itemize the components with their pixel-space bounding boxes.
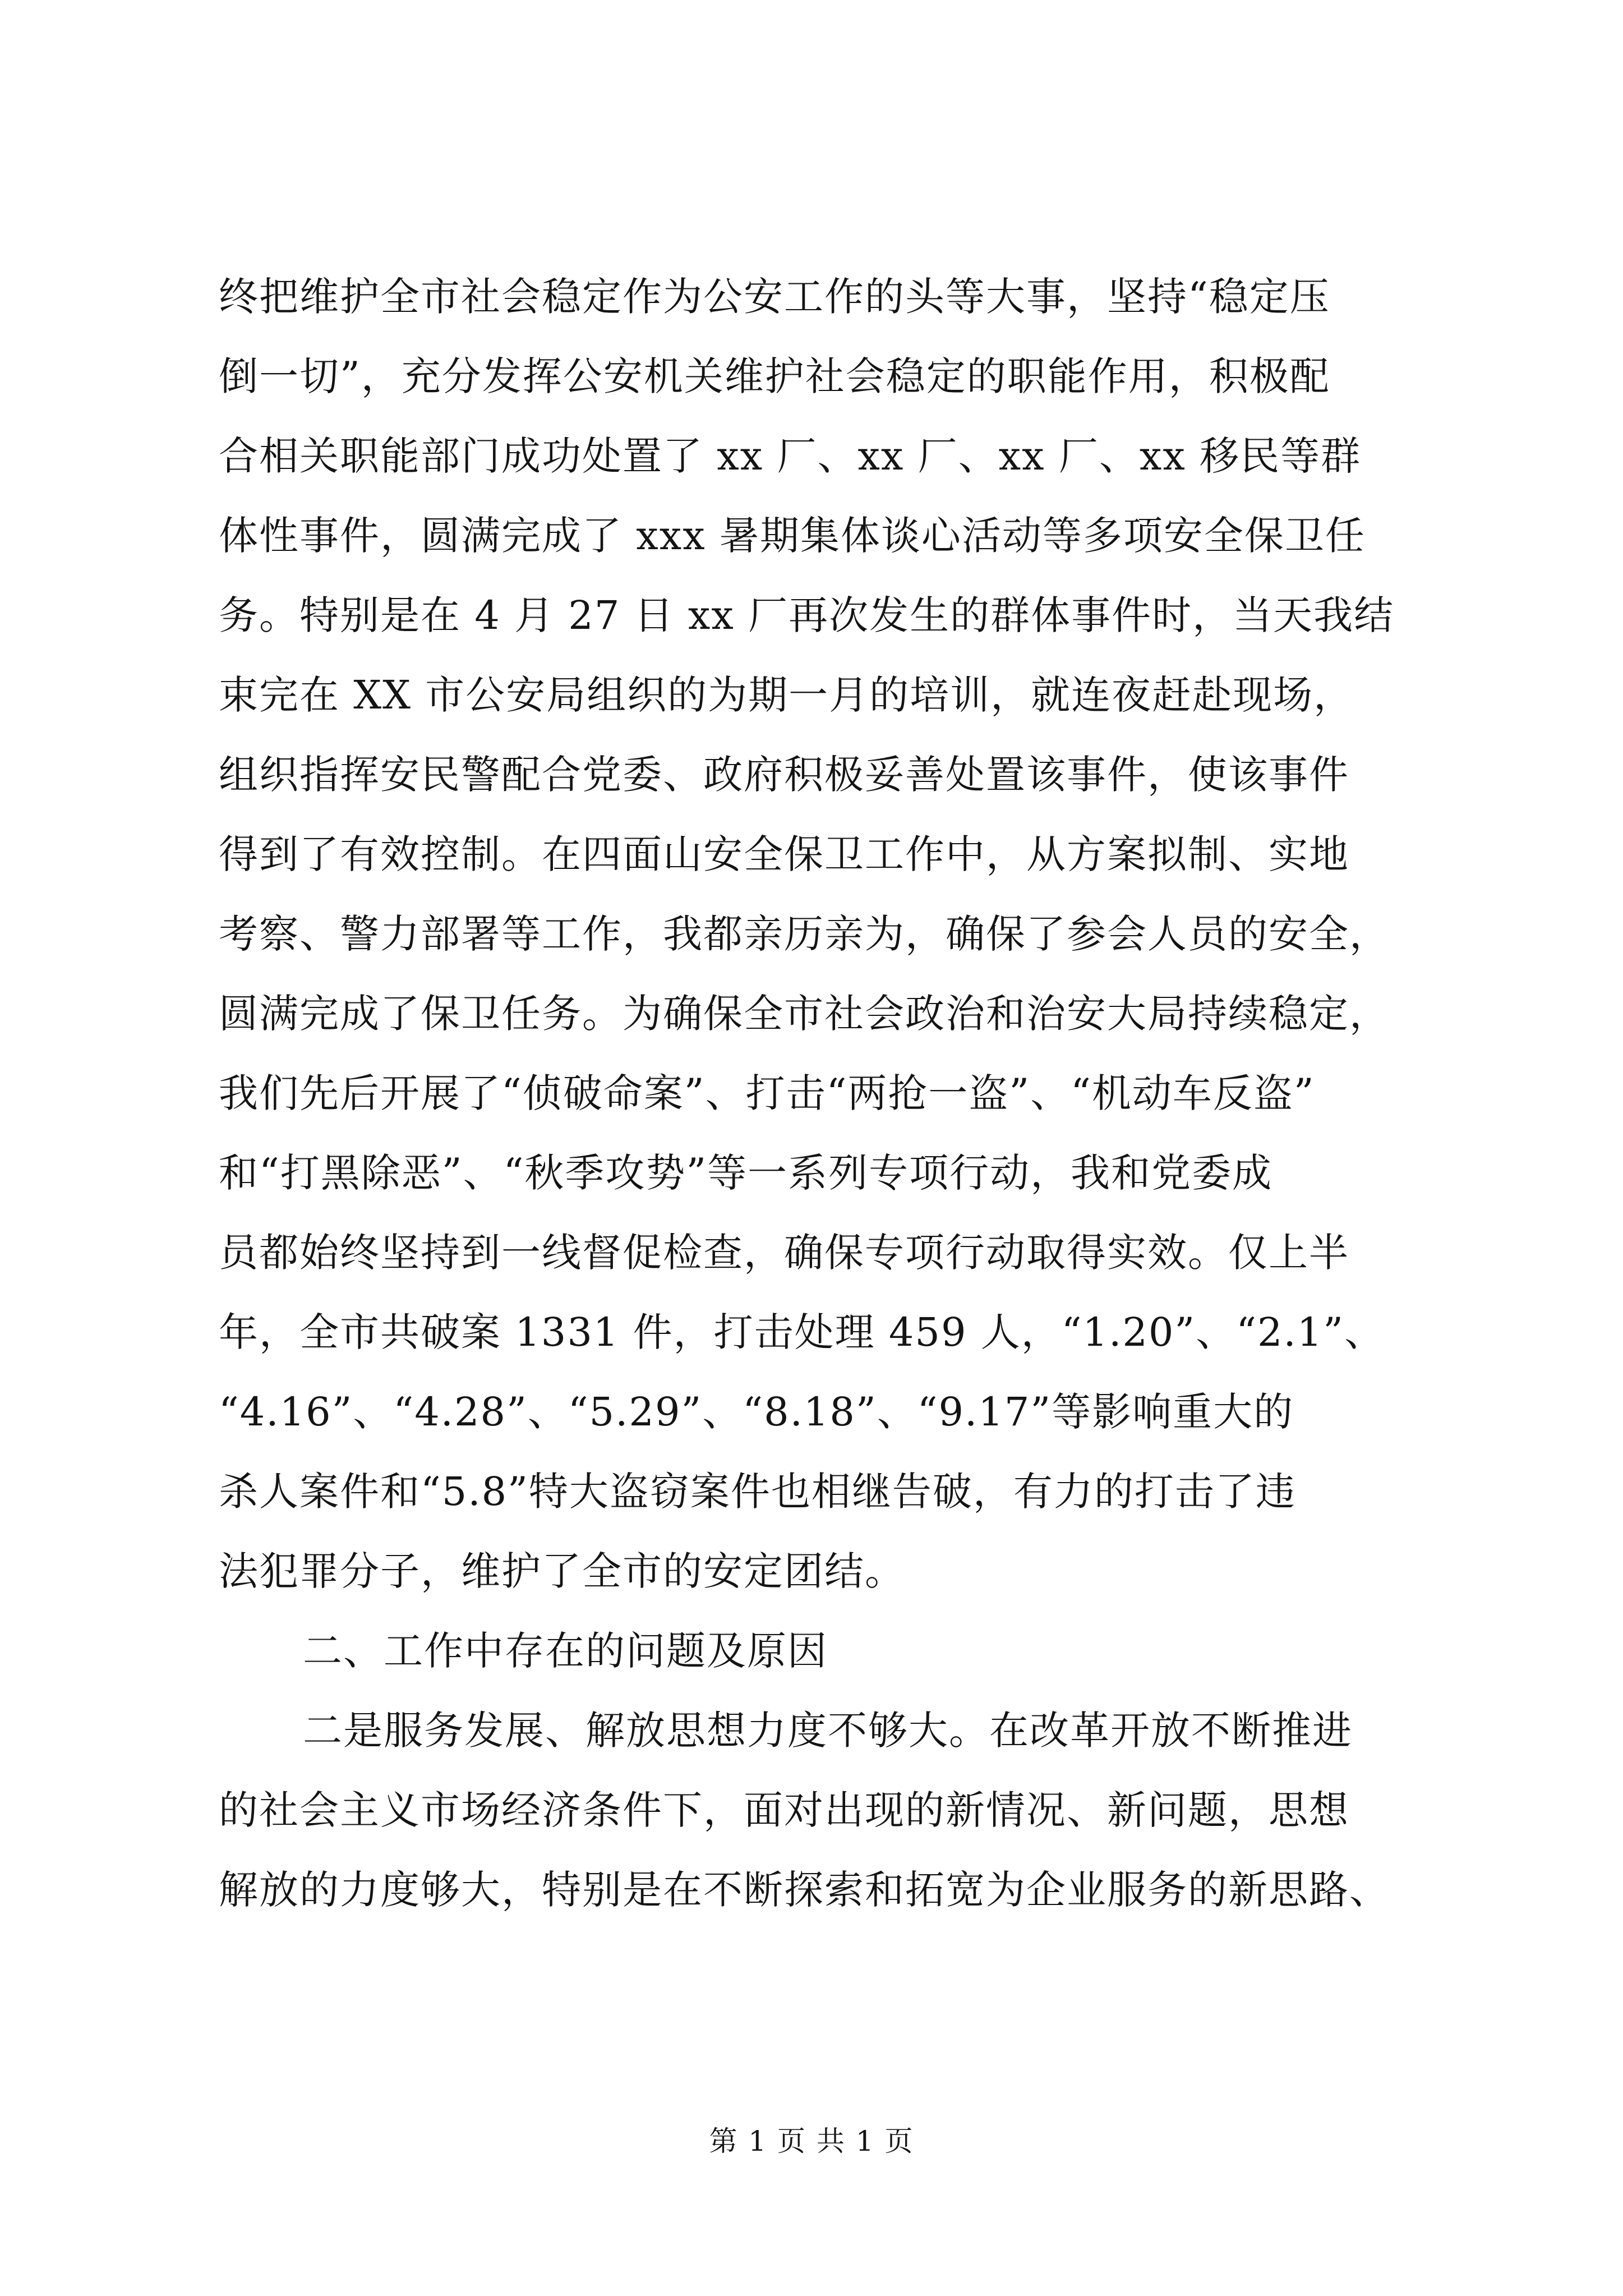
text-line: 解放的力度够大，特别是在不断探索和拓宽为企业服务的新思路、 (219, 1867, 1390, 1913)
text-line: 杀人案件和“5.8”特大盗窃案件也相继告破，有力的打击了违 (219, 1469, 1296, 1515)
text-line: 倒一切”，充分发挥公安机关维护社会稳定的职能作用，积极配 (219, 353, 1330, 399)
text-line: 员都始终坚持到一线督促检查，确保专项行动取得实效。仅上半 (219, 1230, 1349, 1276)
page-footer: 第 1 页 共 1 页 (709, 2125, 914, 2157)
text-line: 我们先后开展了“侦破命案”、打击“两抢一盗”、“机动车反盗” (219, 1070, 1315, 1116)
text-line: 的社会主义市场经济条件下，面对出现的新情况、新问题，思想 (219, 1787, 1349, 1833)
text-line: 终把维护全市社会稳定作为公安工作的头等大事，坚持“稳定压 (219, 274, 1330, 320)
text-line: 组织指挥安民警配合党委、政府积极妥善处置该事件，使该事件 (219, 752, 1349, 798)
text-line: 得到了有效控制。在四面山安全保卫工作中，从方案拟制、实地 (219, 831, 1349, 877)
text-line: 合相关职能部门成功处置了 xx 厂、xx 厂、xx 厂、xx 移民等群 (219, 433, 1362, 479)
document-body (219, 257, 1413, 1930)
text-line: 务。特别是在 4 月 27 日 xx 厂再次发生的群体事件时，当天我结 (219, 592, 1395, 638)
section-heading: 二、工作中存在的问题及原因 (303, 1628, 828, 1674)
text-line: 二是服务发展、解放思想力度不够大。在改革开放不断推进 (303, 1708, 1353, 1754)
text-line: 圆满完成了保卫任务。为确保全市社会政治和治安大局持续稳定， (219, 991, 1390, 1037)
text-line: 和“打黑除恶”、“秋季攻势”等一系列专项行动，我和党委成 (219, 1150, 1273, 1196)
text-line: 体性事件，圆满完成了 xxx 暑期集体谈心活动等多项安全保卫任 (219, 513, 1366, 559)
text-line: “4.16”、“4.28”、“5.29”、“8.18”、“9.17”等影响重大的 (219, 1389, 1294, 1435)
text-line: 法犯罪分子，维护了全市的安定团结。 (219, 1548, 905, 1594)
text-line: 年，全市共破案 1331 件，打击处理 459 人，“1.20”、“2.1”、 (219, 1309, 1385, 1355)
text-line: 考察、警力部署等工作，我都亲历亲为，确保了参会人员的安全， (219, 911, 1390, 957)
text-line: 束完在 XX 市公安局组织的为期一月的培训，就连夜赶赴现场， (219, 672, 1354, 718)
